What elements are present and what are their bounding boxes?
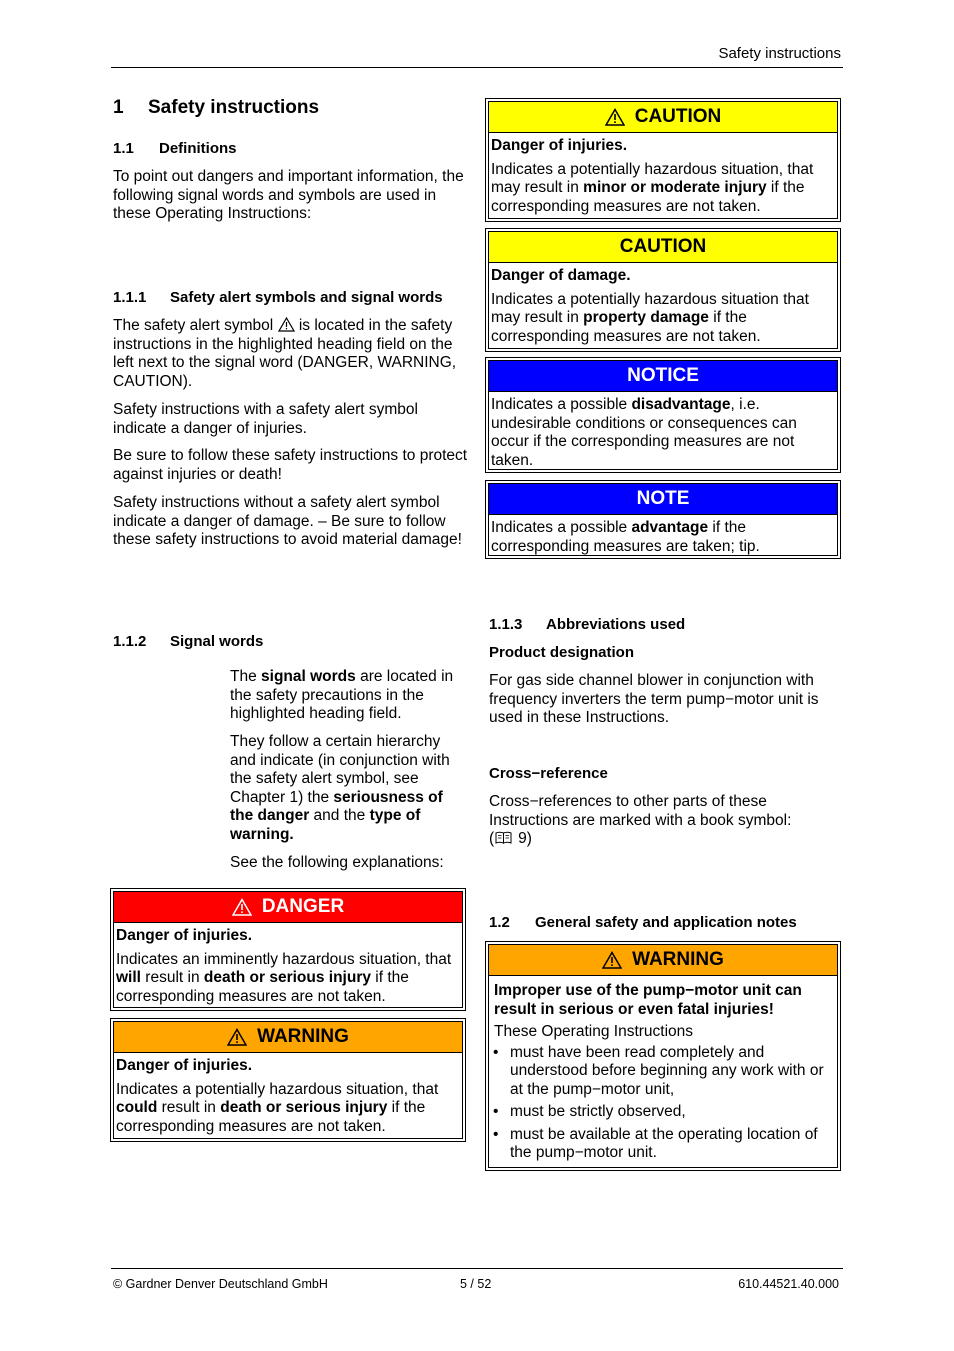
section-number: 1.1.1 bbox=[113, 289, 147, 306]
warning-triangle-icon bbox=[602, 951, 622, 969]
cross-reference-text: Cross−references to other parts of these Instructions are marked with a book symbol: ( 9) bbox=[489, 793, 792, 847]
box-subtitle: Improper use of the pump−motor unit can result in serious or even fatal injuries! bbox=[494, 982, 802, 1018]
note-box bbox=[485, 480, 841, 559]
product-designation-heading: Product designation bbox=[489, 644, 635, 661]
box-text: Indicates a possible advantage if the corresponding measures are taken; tip. bbox=[491, 519, 760, 555]
warning-triangle-icon bbox=[227, 1028, 247, 1046]
box-text: Indicates a potentially hazardous situation that may result in property damage if the corresponding measures are not taken. bbox=[491, 290, 809, 345]
alert-symbol-text: The safety alert symbol is located in the safety instructions in the highlighted heading field on the left next to the signal word (DANGER, WARNING, CAUTION). bbox=[113, 317, 457, 390]
caution-header bbox=[489, 232, 837, 263]
alert-symbol-para-3: Be sure to follow these safety instructions to protect against injuries or death! bbox=[113, 447, 468, 483]
section-heading-1-1-2 bbox=[113, 633, 263, 652]
note-header bbox=[489, 484, 837, 515]
danger-box bbox=[110, 888, 466, 1011]
footer-copyright: © Gardner Denver Deutschland GmbH bbox=[113, 1277, 328, 1291]
caution-header bbox=[489, 102, 837, 133]
alert-symbol-para-4: Safety instructions without a safety alert symbol indicate a danger of damage. – Be sure to follow these safety instructions to avoid material damage! bbox=[113, 494, 462, 548]
footer-doc-number: 610.44521.40.000 bbox=[738, 1277, 839, 1291]
section-number: 1.1 bbox=[113, 140, 134, 157]
section-heading-1-2 bbox=[489, 914, 797, 933]
box-intro: These Operating Instructions bbox=[494, 1023, 694, 1040]
caution-damage-box bbox=[485, 228, 841, 352]
box-subtitle: Danger of damage. bbox=[491, 267, 631, 284]
signal-word: CAUTION bbox=[619, 235, 707, 257]
section-heading-1-1-3 bbox=[489, 616, 685, 635]
footer-page-number: 5 / 52 bbox=[460, 1277, 492, 1291]
running-header: Safety instructions bbox=[718, 45, 841, 62]
box-subtitle: Danger of injuries. bbox=[116, 927, 253, 944]
section-heading-1-1 bbox=[113, 140, 237, 159]
list-item: • must have been read completely and understood before beginning any work with or at the pump−motor unit, bbox=[491, 1044, 835, 1100]
list-item: • must be available at the operating location of the pump−motor unit. bbox=[491, 1126, 835, 1163]
box-subtitle: Danger of injuries. bbox=[116, 1057, 253, 1074]
warning-triangle-icon bbox=[605, 108, 625, 126]
section-title: Signal words bbox=[170, 633, 264, 650]
section-heading-1 bbox=[113, 99, 319, 118]
danger-header bbox=[114, 892, 462, 923]
requirements-list bbox=[491, 1044, 835, 1163]
box-text: Indicates a possible disadvantage, i.e. undesirable conditions or consequences can occur if the corresponding measures are not taken. bbox=[491, 396, 797, 469]
general-warning-box bbox=[485, 941, 841, 1171]
box-text: Indicates a potentially hazardous situation, that could result in death or serious injury if the corresponding measures are not taken. bbox=[116, 1080, 439, 1135]
definitions-text: To point out dangers and important information, the following signal words and symbols are used in these Operating Instructions: bbox=[113, 168, 464, 222]
signal-word: NOTE bbox=[636, 487, 690, 509]
box-subtitle: Danger of injuries. bbox=[491, 137, 628, 154]
cross-reference-heading: Cross−reference bbox=[489, 765, 608, 782]
warning-header bbox=[489, 945, 837, 976]
notice-header bbox=[489, 361, 837, 392]
section-title: Safety instructions bbox=[148, 97, 320, 118]
section-number: 1.1.2 bbox=[113, 633, 147, 650]
signal-word: WARNING bbox=[632, 948, 724, 970]
section-title: General safety and application notes bbox=[535, 914, 797, 931]
footer-rule bbox=[111, 1268, 843, 1269]
section-title: Safety alert symbols and signal words bbox=[170, 289, 443, 306]
signal-words-para-1: The signal words are located in the safety precautions in the highlighted heading field. bbox=[230, 668, 454, 722]
notice-box bbox=[485, 357, 841, 473]
alert-symbol-para-2: Safety instructions with a safety alert symbol indicate a danger of injuries. bbox=[113, 401, 418, 437]
section-title: Definitions bbox=[159, 140, 237, 157]
section-title: Abbreviations used bbox=[546, 616, 686, 633]
signal-words-para-2: They follow a certain hierarchy and indicate (in conjunction with the safety alert symbol, see Chapter 1) the seriousness of the danger and the type of warning. bbox=[230, 733, 450, 843]
warning-header bbox=[114, 1022, 462, 1053]
box-text: Indicates a potentially hazardous situation, that may result in minor or moderate injury if the corresponding measures are not taken. bbox=[491, 160, 814, 215]
signal-words-para-3: See the following explanations: bbox=[230, 854, 444, 871]
list-item: • must be strictly observed, bbox=[491, 1103, 835, 1122]
book-icon bbox=[495, 831, 512, 844]
caution-injury-box bbox=[485, 98, 841, 222]
section-heading-1-1-1 bbox=[113, 289, 443, 308]
warning-triangle-icon bbox=[232, 898, 252, 916]
section-number: 1.2 bbox=[489, 914, 510, 931]
section-number: 1.1.3 bbox=[489, 616, 523, 633]
product-designation-text: For gas side channel blower in conjunction with frequency inverters the term pump−motor unit is used in these Instructions. bbox=[489, 672, 819, 726]
signal-word: DANGER bbox=[261, 895, 345, 917]
box-text: Indicates an imminently hazardous situation, that will result in death or serious injury if the corresponding measures are not taken. bbox=[116, 950, 452, 1005]
header-rule bbox=[111, 67, 843, 68]
section-number: 1 bbox=[113, 97, 124, 118]
signal-word: NOTICE bbox=[627, 364, 699, 386]
signal-word: CAUTION bbox=[634, 105, 722, 127]
signal-word: WARNING bbox=[257, 1025, 349, 1047]
warning-box bbox=[110, 1018, 466, 1142]
warning-triangle-icon bbox=[278, 317, 295, 332]
